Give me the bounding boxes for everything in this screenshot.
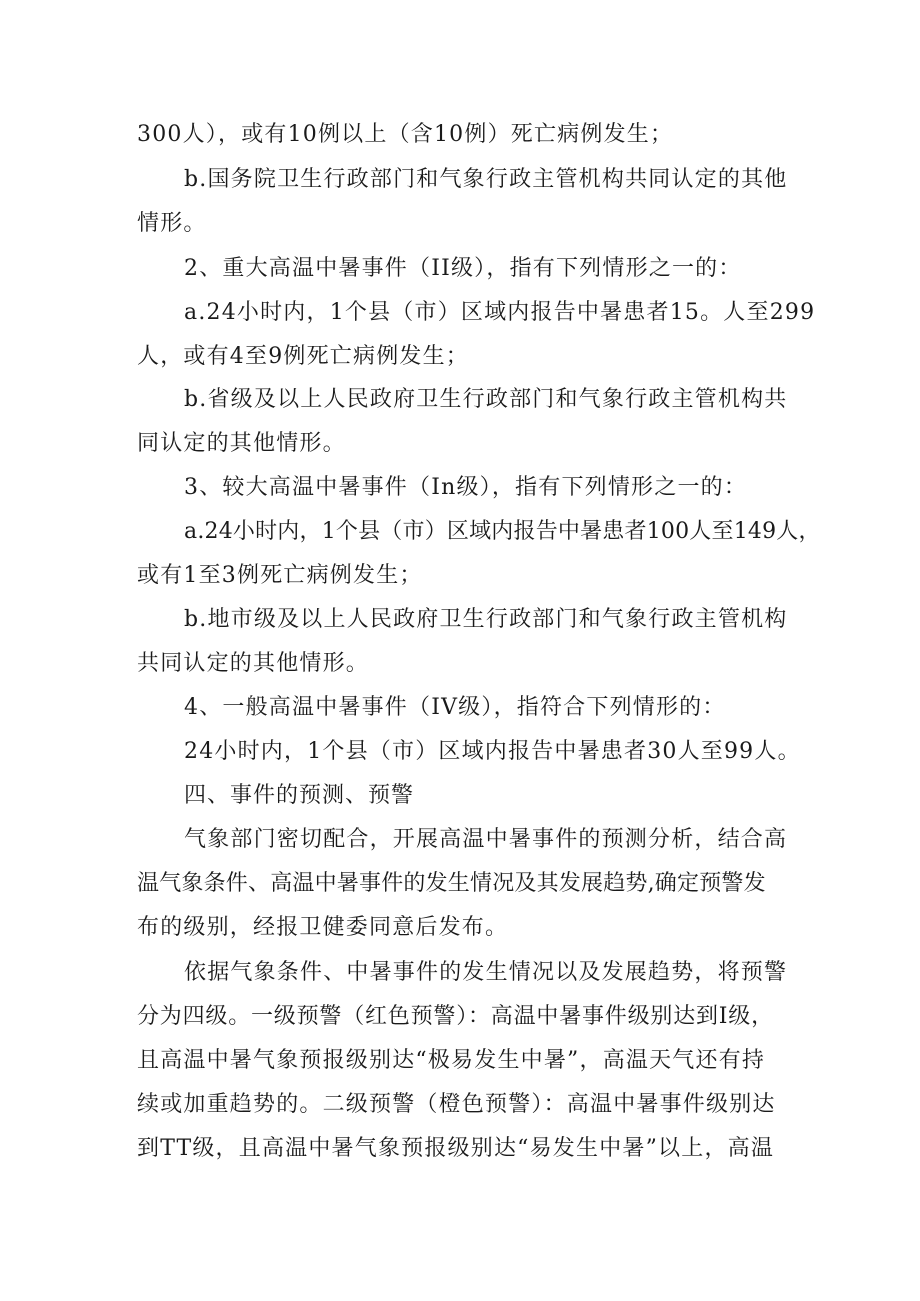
text-line-7: b.省级及以上人民政府卫生行政部门和气象行政主管机构共 [184, 387, 788, 412]
text-line-21: 分为四级。一级预警（红色预警）：高温中暑事件级别达到I级， [137, 1004, 774, 1029]
text-line-12: b.地市级及以上人民政府卫生行政部门和气象行政主管机构 [184, 607, 788, 632]
text-line-6: 人，或有4至9例死亡病例发生； [137, 344, 469, 369]
text-line-17: 气象部门密切配合，开展高温中暑事件的预测分析，结合高 [184, 827, 788, 852]
text-line-18: 温气象条件、高温中暑事件的发生情况及其发展趋势,确定预警发 [137, 871, 766, 896]
text-line-5: a.24小时内，1个县（市）区域内报告中暑患者15。人至299 [184, 300, 816, 325]
text-line-10: a.24小时内，1个县（市）区域内报告中暑患者100人至149人， [184, 519, 821, 544]
text-line-2: b.国务院卫生行政部门和气象行政主管机构共同认定的其他 [184, 167, 788, 192]
text-line-23: 续或加重趋势的。二级预警（橙色预警）：高温中暑事件级别达 [137, 1092, 776, 1117]
text-line-15: 24小时内，1个县（市）区域内报告中暑患者30人至99人。 [184, 739, 801, 764]
text-line-19: 布的级别，经报卫健委同意后发布。 [137, 915, 509, 940]
text-line-22: 且高温中暑气象预报级别达“极易发生中暑”，高温天气还有持 [137, 1048, 766, 1073]
text-line-8: 同认定的其他情形。 [137, 431, 346, 456]
text-line-20: 依据气象条件、中暑事件的发生情况以及发展趋势，将预警 [184, 960, 788, 985]
text-line-3: 情形。 [137, 211, 207, 236]
text-line-13: 共同认定的其他情形。 [137, 651, 370, 676]
text-line-14: 4、一般高温中暑事件（IV级），指符合下列情形的： [184, 695, 726, 720]
text-line-11: 或有1至3例死亡病例发生； [137, 563, 423, 588]
text-line-24: 到TT级，且高温中暑气象预报级别达“易发生中暑”以上，高温 [137, 1136, 775, 1161]
text-line-9: 3、较大高温中暑事件（In级），指有下列情形之一的： [184, 475, 748, 500]
section-heading: 四、事件的预测、预警 [184, 783, 415, 808]
text-line-1: 300人），或有10例以上（含10例）死亡病例发生； [137, 122, 674, 147]
text-line-4: 2、重大高温中暑事件（II级），指有下列情形之一的： [184, 256, 742, 281]
